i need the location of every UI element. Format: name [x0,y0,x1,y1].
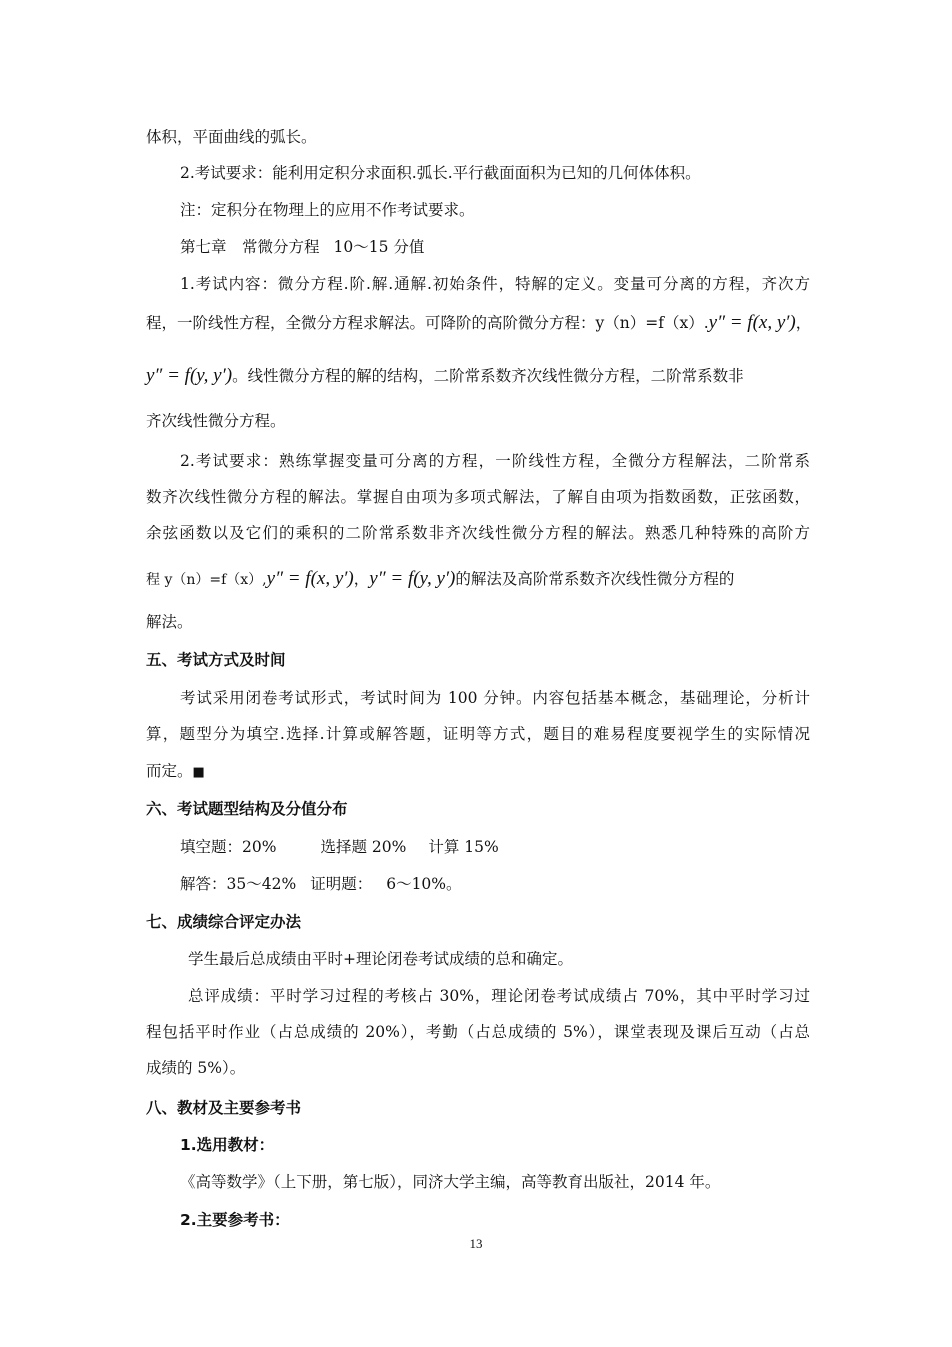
equation: y″ = f(y, y′) [369,568,456,589]
text-line: 齐次线性微分方程。 [146,412,286,430]
equation: y″ = f(x, y′) [266,568,354,589]
score-item: 选择题 20% [320,838,407,856]
text-line: 2.考试要求：熟练掌握变量可分离的方程，一阶线性方程，全微分方程解法，二阶常系 [180,452,810,470]
text-line: 2.考试要求：能利用定积分求面积.弧长.平行截面面积为已知的几何体体积。 [180,164,701,182]
text-line: 《高等数学》（上下册，第七版），同济大学主编，高等教育出版社，2014 年。 [180,1173,721,1191]
text-line: 1.考试内容：微分方程.阶.解.通解.初始条件，特解的定义。变量可分离的方程，齐次方 [180,275,810,293]
text-line: 程包括平时作业（占总成绩的 20%），考勤（占总成绩的 5%），课堂表现及课后互动（占总 [146,1023,810,1041]
text-line [146,366,810,386]
section-heading: 六、考试题型结构及分值分布 [146,800,348,818]
text-line: 总评成绩：平时学习过程的考核占 30%，理论闭卷考试成绩占 70%，其中平时学习过 [188,987,810,1005]
score-item: 证明题： [310,875,373,893]
text-segment: 的解法及高阶常系数齐次线性微分方程的 [455,570,735,588]
text-line: 成绩的 5%）。 [146,1059,246,1077]
text-line [146,569,810,590]
text-line: 余弦函数以及它们的乘积的二阶常系数非齐次线性微分方程的解法。熟悉几种特殊的高阶方 [146,524,810,542]
text-line: 考试采用闭卷考试形式，考试时间为 100 分钟。内容包括基本概念，基础理论，分析计 [180,689,810,707]
text-line: 算，题型分为填空.选择.计算或解答题，证明等方式，题目的难易程度要视学生的实际情况 [146,725,810,743]
page-number: 13 [469,1236,483,1251]
section-heading: 五、考试方式及时间 [146,651,286,669]
text-line: 数齐次线性微分方程的解法。掌握自由项为多项式解法，了解自由项为指数函数，正弦函数， [146,488,810,506]
subsection-heading: 1.选用教材： [180,1136,275,1154]
text-line: 注：定积分在物理上的应用不作考试要求。 [180,201,475,219]
text-line: 解法。 [146,613,193,631]
score-item: 解答：35～42% [180,875,297,893]
text-line: 学生最后总成绩由平时+理论闭卷考试成绩的总和确定。 [188,950,573,968]
section-heading: 八、教材及主要参考书 [146,1099,302,1117]
text-segment: 程，一阶线性方程，全微分方程求解法。可降阶的高阶微分方程：y（n）=f（x）. [146,314,709,332]
equation: y″ = f(x, y′) [708,312,796,333]
score-item: 6～10%。 [386,875,462,893]
end-mark-icon: ■ [192,765,205,780]
text-segment: 。线性微分方程的解的结构，二阶常系数齐次线性微分方程，二阶常系数非 [232,367,744,385]
chapter-name: 第七章 常微分方程 [180,238,320,256]
text-line [146,761,810,783]
text-segment: ， [795,314,812,332]
score-line [180,874,810,894]
equation: y″ = f(y, y′) [146,365,233,386]
score-item: 填空题：20% [180,838,277,856]
text-line: 体积，平面曲线的弧长。 [146,128,317,146]
score-line [180,837,810,857]
chapter-score: 10～15 分值 [333,238,425,256]
text-segment: 而定。 [146,762,193,780]
text-line [146,313,810,333]
score-item: 计算 15% [428,838,499,856]
text-segment: 程 y（n）=f（x）, [146,572,267,588]
text-segment: ， [353,570,370,588]
subsection-heading: 2.主要参考书： [180,1211,290,1229]
chapter-title [180,237,810,257]
section-heading: 七、成绩综合评定办法 [146,913,302,931]
